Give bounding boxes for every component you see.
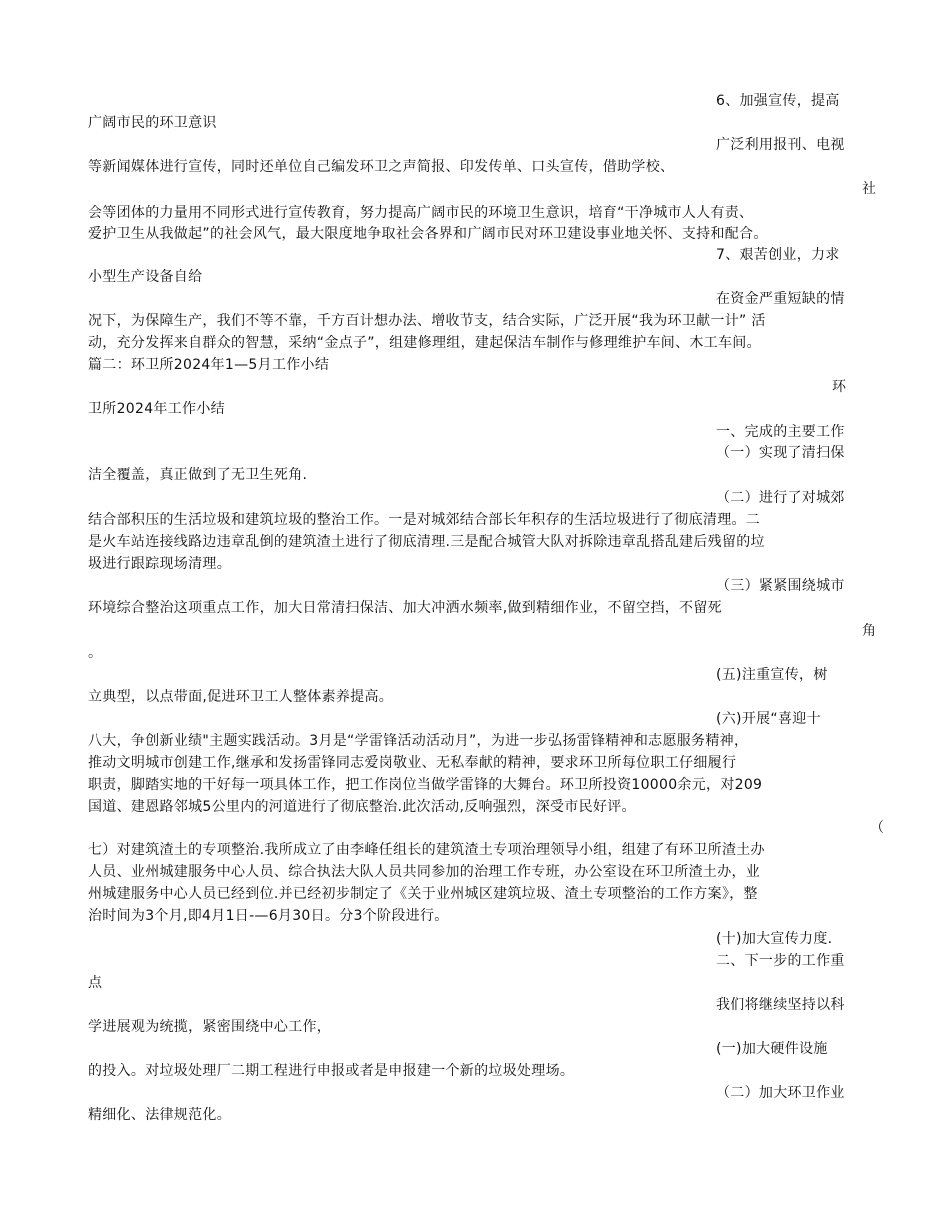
text-line: 广阔市民的环卫意识 (88, 115, 217, 131)
text-line: 篇二：环卫所2024年1—5月工作小结 (88, 357, 330, 373)
text-line: 社 (862, 181, 877, 197)
text-line: 况下，为保障生产，我们不等不靠，千方百计想办法、增收节支，结合实际，广泛开展“我为环卫献一计” 活 (88, 313, 766, 329)
text-line: 八大，争创新业绩"主题实践活动。3月是“学雷锋活动活动月”，为进一步弘扬雷锋精神和志愿服务精神， (88, 733, 749, 749)
text-line: 爱护卫生从我做起”的社会风气，最大限度地争取社会各界和广阔市民对环卫建设事业地关怀、支持和配合。 (88, 226, 768, 242)
text-line: 精细化、法律规范化。 (88, 1107, 231, 1123)
text-line: 环境综合整治这项重点工作，加大日常清扫保洁、加大冲洒水频率,做到精细作业，不留空挡，不留死 (88, 600, 722, 616)
text-line: 州城建服务中心人员已经到位.并已经初步制定了《关于业州城区建筑垃圾、渣土专项整治的工作方案》，整 (88, 886, 758, 902)
text-line: 结合部积压的生活垃圾和建筑垃圾的整治工作。一是对城郊结合部长年积存的生活垃圾进行了彻底清理。二 (88, 512, 761, 528)
text-line: 立典型，以点带面,促进环卫工人整体素养提高。 (88, 689, 394, 705)
text-line: (一)加大硬件设施 (716, 1041, 828, 1057)
text-line: 等新闻媒体进行宣传，同时还单位自己编发环卫之声简报、印发传单、口头宣传，借助学校、 (88, 159, 675, 175)
text-line: （二）进行了对城郊 (716, 490, 845, 506)
text-line: 国道、建恩路邻城5公里内的河道进行了彻底整治.此次活动,反响强烈，深受市民好评。 (88, 799, 636, 815)
text-line: 七）对建筑渣土的专项整治.我所成立了由李峰任组长的建筑渣土专项治理领导小组，组建了有环卫所渣土办 (88, 842, 765, 858)
text-line: 动，充分发挥来自群众的智慧，采纳“金点子”，组建修理组，建起保洁车制作与修理维护车间、木工车间。 (88, 335, 761, 351)
text-line: 学进展观为统揽，紧密围绕中心工作， (88, 1019, 332, 1035)
text-line: 7、艰苦创业，力求 (716, 247, 840, 263)
text-line: 点 (88, 975, 103, 991)
text-line: 角 (862, 623, 877, 639)
text-line: 二、下一步的工作重 (716, 953, 845, 969)
text-line: 6、加强宣传，提高 (716, 93, 840, 109)
text-line: 我们将继续坚持以科 (716, 997, 845, 1013)
text-line: (五)注重宣传，树 (716, 667, 828, 683)
text-line: 广泛利用报刊、电视 (716, 137, 845, 153)
text-line: 。 (88, 645, 103, 661)
text-line: 在资金严重短缺的情 (716, 291, 845, 307)
text-line: 小型生产设备自给 (88, 269, 203, 285)
text-line: 洁全覆盖，真正做到了无卫生死角. (88, 467, 308, 483)
text-line: 卫所2024年工作小结 (88, 401, 225, 417)
text-line: (十)加大宣传力度. (716, 931, 833, 947)
text-line: （三）紧紧围绕城市 (716, 578, 845, 594)
text-line: 圾进行跟踪现场清理。 (88, 556, 231, 572)
text-line: （二）加大环卫作业 (716, 1085, 845, 1101)
text-line: 治时间为3个月,即4月1日-—6月30日。分3个阶段进行。 (88, 908, 449, 924)
text-line: 一、完成的主要工作 (716, 424, 845, 440)
text-line: 的投入。对垃圾处理厂二期工程进行申报或者是申报建一个新的垃圾处理场。 (88, 1063, 575, 1079)
text-line: 环 (832, 379, 847, 395)
text-line: (六)开展“喜迎十 (716, 711, 821, 727)
text-line: 会等团体的力量用不同形式进行宣传教育，努力提高广阔市民的环境卫生意识，培育“干净城市人人有责、 (88, 205, 754, 221)
text-line: 是火车站连接线路边违章乱倒的建筑渣土进行了彻底清理.三是配合城管大队对拆除违章乱搭乱建后残留的垃 (88, 534, 765, 550)
text-line: 推动文明城市创建工作,继承和发扬雷锋同志爱岗敬业、无私奉献的精神，要求环卫所每位职工仔细履行 (88, 755, 737, 771)
text-line: （ (870, 820, 885, 836)
text-line: 人员、业州城建服务中心人员、综合执法大队人员共同参加的治理工作专班，办公室设在环卫所渣土办，业 (88, 864, 761, 880)
text-line: 职责，脚踏实地的干好每一项具体工作，把工作岗位当做学雷锋的大舞台。环卫所投资10000余元，对209 (88, 777, 763, 793)
text-line: （一）实现了清扫保 (716, 445, 845, 461)
